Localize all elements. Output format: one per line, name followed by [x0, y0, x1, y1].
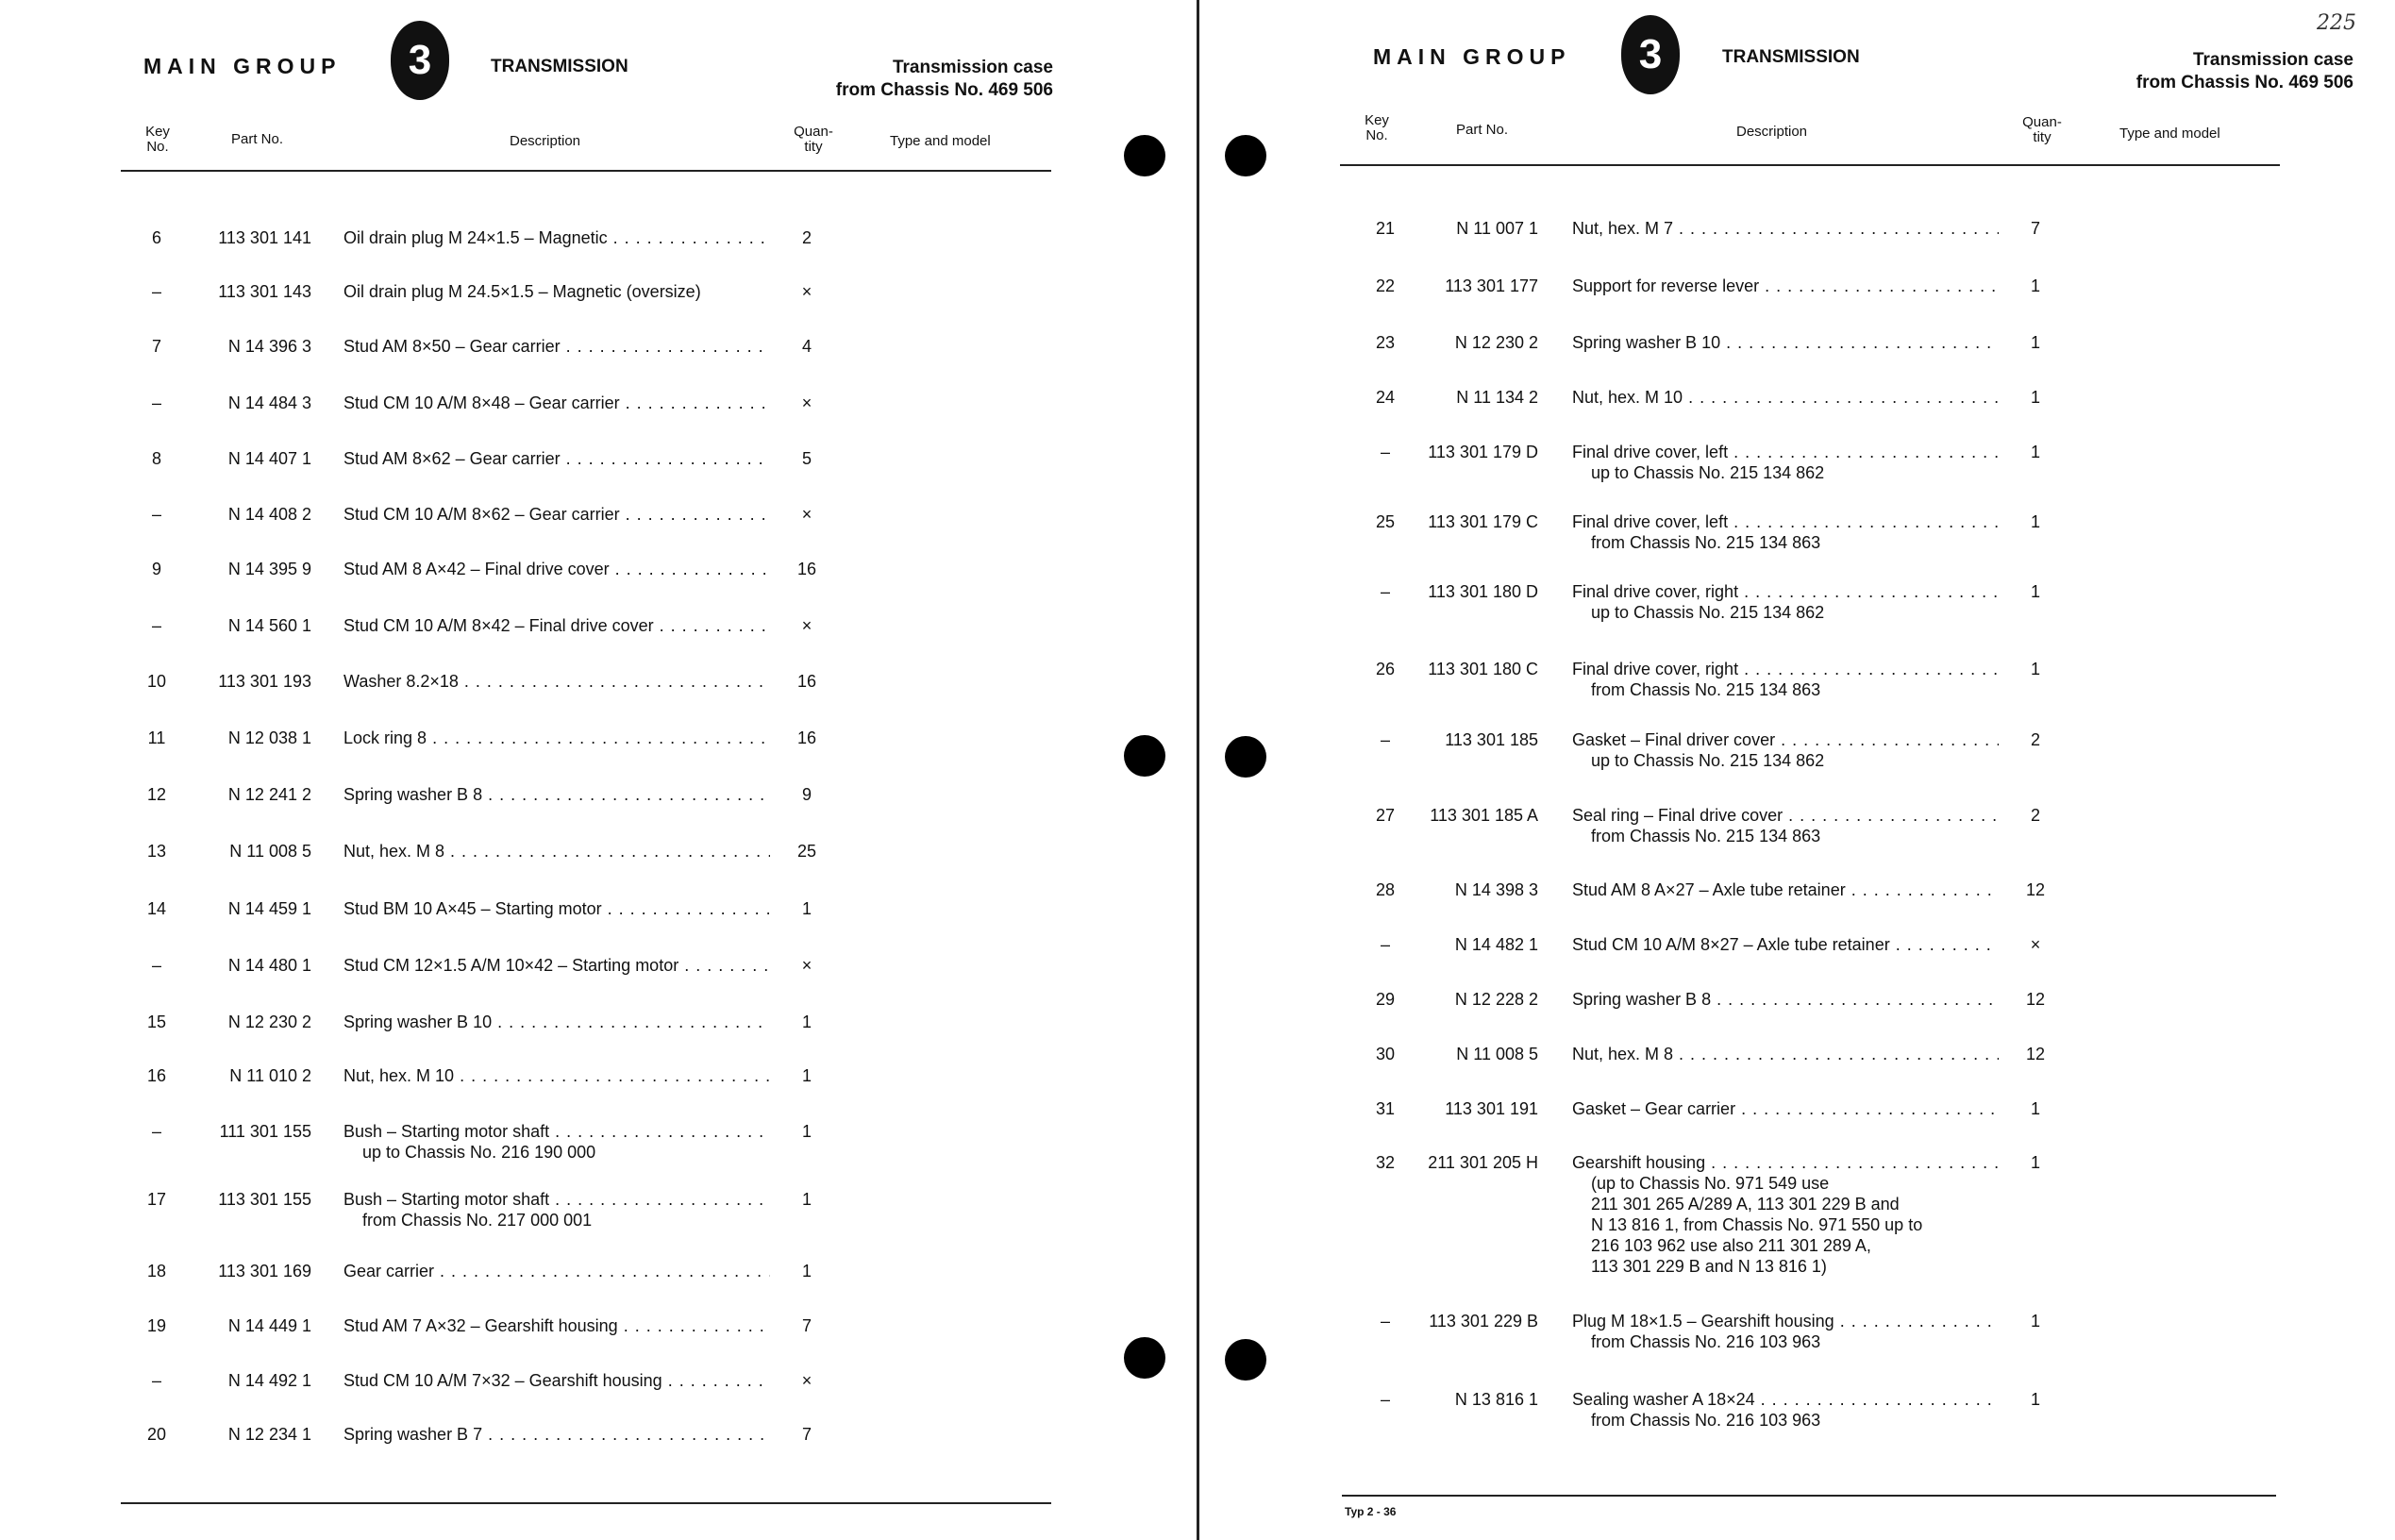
parts-row: [0, 615, 1197, 672]
quantity: ×: [801, 393, 812, 412]
parts-row: [1198, 218, 2395, 275]
part-number: N 14 492 1: [227, 1371, 311, 1390]
description-cell: [343, 1012, 770, 1032]
quantity: 1: [2030, 333, 2040, 352]
quantity: 1: [2030, 660, 2040, 678]
key-number: 23: [1375, 333, 1396, 352]
description: Nut, hex. M 8 . . .: [343, 841, 770, 862]
description: Stud CM 10 A/M 8×48 – Gear carrier . . .: [343, 393, 770, 413]
key-number: 19: [146, 1316, 167, 1335]
parts-row: [0, 1261, 1197, 1317]
description: Lock ring 8 . . .: [343, 728, 770, 748]
part-number: 113 301 191: [1445, 1099, 1538, 1118]
quantity: ×: [801, 616, 812, 635]
description: Stud CM 10 A/M 7×32 – Gearshift housing . . .: [343, 1370, 770, 1391]
key-number: 22: [1375, 276, 1396, 295]
case-subtitle: from Chassis No. 469 506: [835, 80, 1053, 100]
part-number: N 14 482 1: [1454, 935, 1538, 954]
description: Nut, hex. M 10 . . .: [343, 1065, 770, 1086]
description-note: from Chassis No. 215 134 863: [1591, 533, 1821, 552]
description-cell: [343, 1261, 770, 1281]
parts-row: [0, 559, 1197, 615]
description-note: from Chassis No. 216 103 963: [1591, 1332, 1821, 1351]
footer-page-code: Typ 2 - 36: [1345, 1505, 1397, 1518]
group-title: TRANSMISSION: [1722, 47, 1860, 67]
description: Bush – Starting motor shaft . . .: [343, 1189, 770, 1210]
key-number: –: [1380, 730, 1390, 749]
description-cell: [1572, 805, 1999, 846]
quantity: ×: [801, 1371, 812, 1390]
parts-row: [0, 728, 1197, 784]
part-number: N 14 396 3: [227, 337, 311, 356]
header-type-model: Type and model: [890, 133, 991, 149]
case-title-block: [2136, 49, 2353, 94]
part-number: 113 301 169: [218, 1262, 311, 1281]
quantity: 2: [2030, 806, 2040, 825]
parts-row: [0, 448, 1197, 505]
description-cell: [1572, 1389, 1999, 1431]
part-number: N 12 241 2: [227, 785, 311, 804]
description: Gasket – Gear carrier . . .: [1572, 1098, 1999, 1119]
key-number: 9: [151, 560, 161, 578]
description: Seal ring – Final drive cover . . .: [1572, 805, 1999, 826]
part-number: 113 301 229 B: [1429, 1312, 1538, 1331]
quantity: 1: [2030, 388, 2040, 407]
description-cell: [1572, 989, 1999, 1010]
parts-row: [0, 841, 1197, 897]
description: Sealing washer A 18×24 . . .: [1572, 1389, 1999, 1410]
header-part-no: Part No.: [231, 131, 284, 147]
key-number: 7: [151, 337, 161, 356]
parts-row: [0, 1424, 1197, 1481]
key-number: –: [151, 956, 161, 975]
description-note: from Chassis No. 216 103 963: [1591, 1411, 1821, 1430]
part-number: N 11 008 5: [229, 842, 311, 861]
description-cell: [1572, 442, 1999, 483]
quantity: 16: [796, 560, 817, 578]
parts-row: [1198, 989, 2395, 1046]
description-cell: [343, 1370, 770, 1391]
description-note: from Chassis No. 215 134 863: [1591, 827, 1821, 845]
key-number: –: [1380, 1312, 1390, 1331]
binder-hole: [1225, 736, 1266, 778]
description: Stud AM 8 A×42 – Final drive cover . . .: [343, 559, 770, 579]
key-number: 13: [146, 842, 167, 861]
description: Nut, hex. M 7 . . .: [1572, 218, 1999, 239]
quantity: ×: [2030, 935, 2041, 954]
header-type-model: Type and model: [2119, 126, 2220, 142]
part-number: N 12 234 1: [227, 1425, 311, 1444]
parts-row: [0, 281, 1197, 338]
quantity: 1: [2030, 512, 2040, 531]
group-number-badge: 3: [1621, 15, 1680, 94]
description-cell: [343, 1424, 770, 1445]
header-rule: [121, 170, 1051, 172]
description-cell: [1572, 218, 1999, 239]
description-cell: [343, 1065, 770, 1086]
part-number: N 11 134 2: [1456, 388, 1538, 407]
quantity: 2: [801, 228, 812, 247]
binder-hole: [1124, 1337, 1165, 1379]
key-number: 24: [1375, 388, 1396, 407]
key-number: 21: [1375, 219, 1396, 238]
key-number: 15: [146, 1013, 167, 1031]
description: Spring washer B 10 . . .: [1572, 332, 1999, 353]
key-number: –: [1380, 935, 1390, 954]
description-cell: [1572, 387, 1999, 408]
key-number: 28: [1375, 880, 1396, 899]
quantity: 1: [2030, 1099, 2040, 1118]
header-quantity: Quan- tity: [794, 124, 833, 155]
description-cell: [1572, 276, 1999, 296]
part-number: N 11 007 1: [1456, 219, 1538, 238]
parts-row: [0, 1012, 1197, 1068]
description: Stud AM 8×50 – Gear carrier . . .: [343, 336, 770, 357]
part-number: N 14 395 9: [227, 560, 311, 578]
description: Final drive cover, right . . .: [1572, 581, 1999, 602]
parts-row: [1198, 511, 2395, 568]
description: Nut, hex. M 10 . . .: [1572, 387, 1999, 408]
description: Stud CM 10 A/M 8×27 – Axle tube retainer . . .: [1572, 934, 1999, 955]
part-number: N 14 408 2: [227, 505, 311, 524]
key-number: 26: [1375, 660, 1396, 678]
key-number: 11: [147, 728, 166, 747]
parts-row: [1198, 1311, 2395, 1367]
part-number: N 12 230 2: [1454, 333, 1538, 352]
key-number: 31: [1375, 1099, 1396, 1118]
description: Spring washer B 7 . . .: [343, 1424, 770, 1445]
quantity: 9: [801, 785, 812, 804]
quantity: 4: [801, 337, 812, 356]
main-group-label: MAIN GROUP: [1373, 44, 1571, 69]
part-number: 113 301 185 A: [1430, 806, 1538, 825]
description-cell: [1572, 581, 1999, 623]
header-description: Description: [510, 133, 581, 149]
quantity: 1: [801, 1262, 812, 1281]
key-number: 16: [146, 1066, 167, 1085]
description: Gearshift housing . . .: [1572, 1152, 1999, 1173]
header-part-no: Part No.: [1456, 122, 1509, 138]
quantity: ×: [801, 505, 812, 524]
description-cell: [343, 504, 770, 525]
description: Plug M 18×1.5 – Gearshift housing . . .: [1572, 1311, 1999, 1331]
description: Final drive cover, left . . .: [1572, 442, 1999, 462]
part-number: 111 301 155: [219, 1122, 311, 1141]
description-cell: [343, 784, 770, 805]
footer-rule: [121, 1502, 1051, 1504]
description: Stud AM 7 A×32 – Gearshift housing . . .: [343, 1315, 770, 1336]
binder-hole: [1225, 1339, 1266, 1381]
key-number: 17: [146, 1190, 167, 1209]
parts-row: [0, 1370, 1197, 1427]
parts-row: [0, 504, 1197, 561]
key-number: 25: [1375, 512, 1396, 531]
description: Final drive cover, right . . .: [1572, 659, 1999, 679]
quantity: 1: [801, 899, 812, 918]
description-cell: [1572, 1311, 1999, 1352]
part-number: 113 301 177: [1445, 276, 1538, 295]
part-number: N 12 230 2: [227, 1013, 311, 1031]
quantity: 1: [2030, 1312, 2040, 1331]
parts-row: [0, 393, 1197, 449]
case-title-block: [836, 57, 1053, 102]
key-number: 10: [146, 672, 167, 691]
description: Bush – Starting motor shaft . . .: [343, 1121, 770, 1142]
part-number: 113 301 179 C: [1428, 512, 1538, 531]
quantity: 1: [2030, 1390, 2040, 1409]
description: Stud CM 12×1.5 A/M 10×42 – Starting motor . . .: [343, 955, 770, 976]
left-page: [0, 0, 1197, 1540]
description: Stud AM 8×62 – Gear carrier . . .: [343, 448, 770, 469]
right-page: [1198, 0, 2395, 1540]
key-number: 29: [1375, 990, 1396, 1009]
quantity: 16: [796, 728, 817, 747]
quantity: 1: [801, 1013, 812, 1031]
parts-row: [1198, 442, 2395, 498]
quantity: 7: [801, 1316, 812, 1335]
parts-row: [0, 1065, 1197, 1122]
part-number: N 14 407 1: [227, 449, 311, 468]
quantity: 1: [801, 1122, 812, 1141]
key-number: 6: [151, 228, 161, 247]
description-note: up to Chassis No. 215 134 862: [1591, 751, 1825, 770]
case-title: Transmission case: [2192, 50, 2353, 70]
parts-row: [1198, 1044, 2395, 1100]
key-number: –: [1380, 443, 1390, 461]
parts-row: [1198, 1152, 2395, 1276]
quantity: 1: [801, 1066, 812, 1085]
quantity: 12: [2025, 1045, 2046, 1063]
key-number: –: [151, 616, 161, 635]
parts-row: [1198, 1389, 2395, 1446]
parts-row: [1198, 805, 2395, 862]
quantity: ×: [801, 282, 812, 301]
description-note: up to Chassis No. 215 134 862: [1591, 463, 1825, 482]
group-title: TRANSMISSION: [491, 57, 628, 76]
handwritten-page-number: 225: [2317, 11, 2356, 35]
description-cell: [1572, 1044, 1999, 1064]
group-number-badge: 3: [391, 21, 449, 100]
part-number: N 14 449 1: [227, 1316, 311, 1335]
quantity: 25: [796, 842, 817, 861]
parts-row: [1198, 729, 2395, 786]
quantity: 2: [2030, 730, 2040, 749]
key-number: 30: [1375, 1045, 1396, 1063]
description-cell: [1572, 659, 1999, 700]
description-note: from Chassis No. 215 134 863: [1591, 680, 1821, 699]
quantity: 7: [2030, 219, 2040, 238]
description-cell: [1572, 1098, 1999, 1119]
description-cell: [1572, 332, 1999, 353]
part-number: 113 301 141: [218, 228, 311, 247]
part-number: 113 301 143: [218, 282, 311, 301]
header-key-no: Key No.: [1365, 112, 1389, 143]
description-cell: [343, 281, 770, 302]
part-number: 113 301 180 D: [1428, 582, 1538, 601]
description: Final drive cover, left . . .: [1572, 511, 1999, 532]
key-number: –: [151, 282, 161, 301]
part-number: 113 301 155: [218, 1190, 311, 1209]
parts-row: [1198, 387, 2395, 444]
description-cell: [343, 1315, 770, 1336]
description: Stud BM 10 A×45 – Starting motor . . .: [343, 898, 770, 919]
description-cell: [343, 393, 770, 413]
key-number: –: [151, 393, 161, 412]
parts-row: [1198, 879, 2395, 936]
quantity: 12: [2025, 880, 2046, 899]
quantity: 1: [2030, 276, 2040, 295]
part-number: N 14 480 1: [227, 956, 311, 975]
parts-row: [0, 1121, 1197, 1178]
binder-hole: [1124, 735, 1165, 777]
description-cell: [343, 841, 770, 862]
description-cell: [1572, 1152, 1999, 1277]
part-number: N 14 459 1: [227, 899, 311, 918]
description: Spring washer B 8 . . .: [343, 784, 770, 805]
part-number: 211 301 205 H: [1428, 1153, 1538, 1172]
part-number: 113 301 180 C: [1428, 660, 1538, 678]
quantity: 7: [801, 1425, 812, 1444]
part-number: N 14 398 3: [1454, 880, 1538, 899]
parts-row: [1198, 581, 2395, 638]
quantity: 1: [2030, 582, 2040, 601]
header-description: Description: [1736, 124, 1808, 140]
parts-row: [1198, 1098, 2395, 1155]
parts-row: [0, 336, 1197, 393]
key-number: –: [151, 1122, 161, 1141]
parts-row: [0, 671, 1197, 728]
description-cell: [1572, 729, 1999, 771]
binder-hole: [1124, 135, 1165, 176]
description: Spring washer B 10 . . .: [343, 1012, 770, 1032]
parts-row: [1198, 332, 2395, 389]
description-cell: [343, 1189, 770, 1230]
quantity: 5: [801, 449, 812, 468]
parts-row: [0, 784, 1197, 841]
description-note: (up to Chassis No. 971 549 use 211 301 265 A/289 A, 113 301 229 B and N 13 816 1, from Chassis No. 971 550 up to 216 103 962 use also 211 301 289 A, 113 301 229 B and N 13 816 1): [1591, 1174, 1923, 1276]
description-cell: [343, 336, 770, 357]
parts-row: [0, 898, 1197, 955]
main-group-label: MAIN GROUP: [143, 54, 342, 78]
parts-row: [1198, 934, 2395, 991]
description-cell: [1572, 879, 1999, 900]
part-number: N 14 484 3: [227, 393, 311, 412]
quantity: 12: [2025, 990, 2046, 1009]
description-cell: [1572, 511, 1999, 553]
parts-row: [0, 1189, 1197, 1246]
description: Oil drain plug M 24.5×1.5 – Magnetic (oversize): [343, 282, 701, 301]
quantity: 16: [796, 672, 817, 691]
parts-row: [1198, 276, 2395, 332]
description-note: from Chassis No. 217 000 001: [362, 1211, 593, 1230]
quantity: 1: [2030, 443, 2040, 461]
description: Stud AM 8 A×27 – Axle tube retainer . . .: [1572, 879, 1999, 900]
part-number: 113 301 179 D: [1428, 443, 1538, 461]
part-number: N 13 816 1: [1454, 1390, 1538, 1409]
key-number: 12: [146, 785, 167, 804]
part-number: 113 301 193: [218, 672, 311, 691]
case-subtitle: from Chassis No. 469 506: [2135, 73, 2353, 92]
description: Support for reverse lever . . .: [1572, 276, 1999, 296]
binder-hole: [1225, 135, 1266, 176]
key-number: 18: [146, 1262, 167, 1281]
description: Stud CM 10 A/M 8×62 – Gear carrier . . .: [343, 504, 770, 525]
case-title: Transmission case: [892, 58, 1053, 77]
description-note: up to Chassis No. 215 134 862: [1591, 603, 1825, 622]
description: Oil drain plug M 24×1.5 – Magnetic . . .: [343, 227, 770, 248]
key-number: 32: [1375, 1153, 1396, 1172]
key-number: 8: [151, 449, 161, 468]
description-cell: [343, 559, 770, 579]
key-number: –: [151, 505, 161, 524]
footer-rule: [1342, 1495, 2276, 1497]
key-number: 27: [1375, 806, 1396, 825]
quantity: 1: [801, 1190, 812, 1209]
key-number: –: [1380, 582, 1390, 601]
description: Washer 8.2×18 . . .: [343, 671, 770, 692]
description-cell: [343, 728, 770, 748]
part-number: N 12 228 2: [1454, 990, 1538, 1009]
key-number: 20: [146, 1425, 167, 1444]
description-cell: [343, 671, 770, 692]
description: Gear carrier . . .: [343, 1261, 770, 1281]
description: Gasket – Final driver cover . . .: [1572, 729, 1999, 750]
part-number: N 11 008 5: [1456, 1045, 1538, 1063]
parts-row: [0, 1315, 1197, 1372]
header-quantity: Quan- tity: [2022, 114, 2062, 145]
parts-row: [0, 955, 1197, 1012]
description-cell: [343, 448, 770, 469]
description: Nut, hex. M 8 . . .: [1572, 1044, 1999, 1064]
part-number: N 11 010 2: [229, 1066, 311, 1085]
part-number: N 14 560 1: [227, 616, 311, 635]
description-cell: [343, 227, 770, 248]
parts-row: [0, 227, 1197, 284]
description-note: up to Chassis No. 216 190 000: [362, 1143, 596, 1162]
description: Stud CM 10 A/M 8×42 – Final drive cover . . .: [343, 615, 770, 636]
header-rule: [1340, 164, 2280, 166]
key-number: –: [151, 1371, 161, 1390]
description: Spring washer B 8 . . .: [1572, 989, 1999, 1010]
part-number: N 12 038 1: [227, 728, 311, 747]
key-number: –: [1380, 1390, 1390, 1409]
description-cell: [343, 898, 770, 919]
quantity: ×: [801, 956, 812, 975]
description-cell: [343, 615, 770, 636]
description-cell: [1572, 934, 1999, 955]
description-cell: [343, 955, 770, 976]
part-number: 113 301 185: [1445, 730, 1538, 749]
quantity: 1: [2030, 1153, 2040, 1172]
key-number: 14: [146, 899, 167, 918]
description-cell: [343, 1121, 770, 1163]
header-key-no: Key No.: [145, 124, 170, 155]
parts-row: [1198, 659, 2395, 715]
